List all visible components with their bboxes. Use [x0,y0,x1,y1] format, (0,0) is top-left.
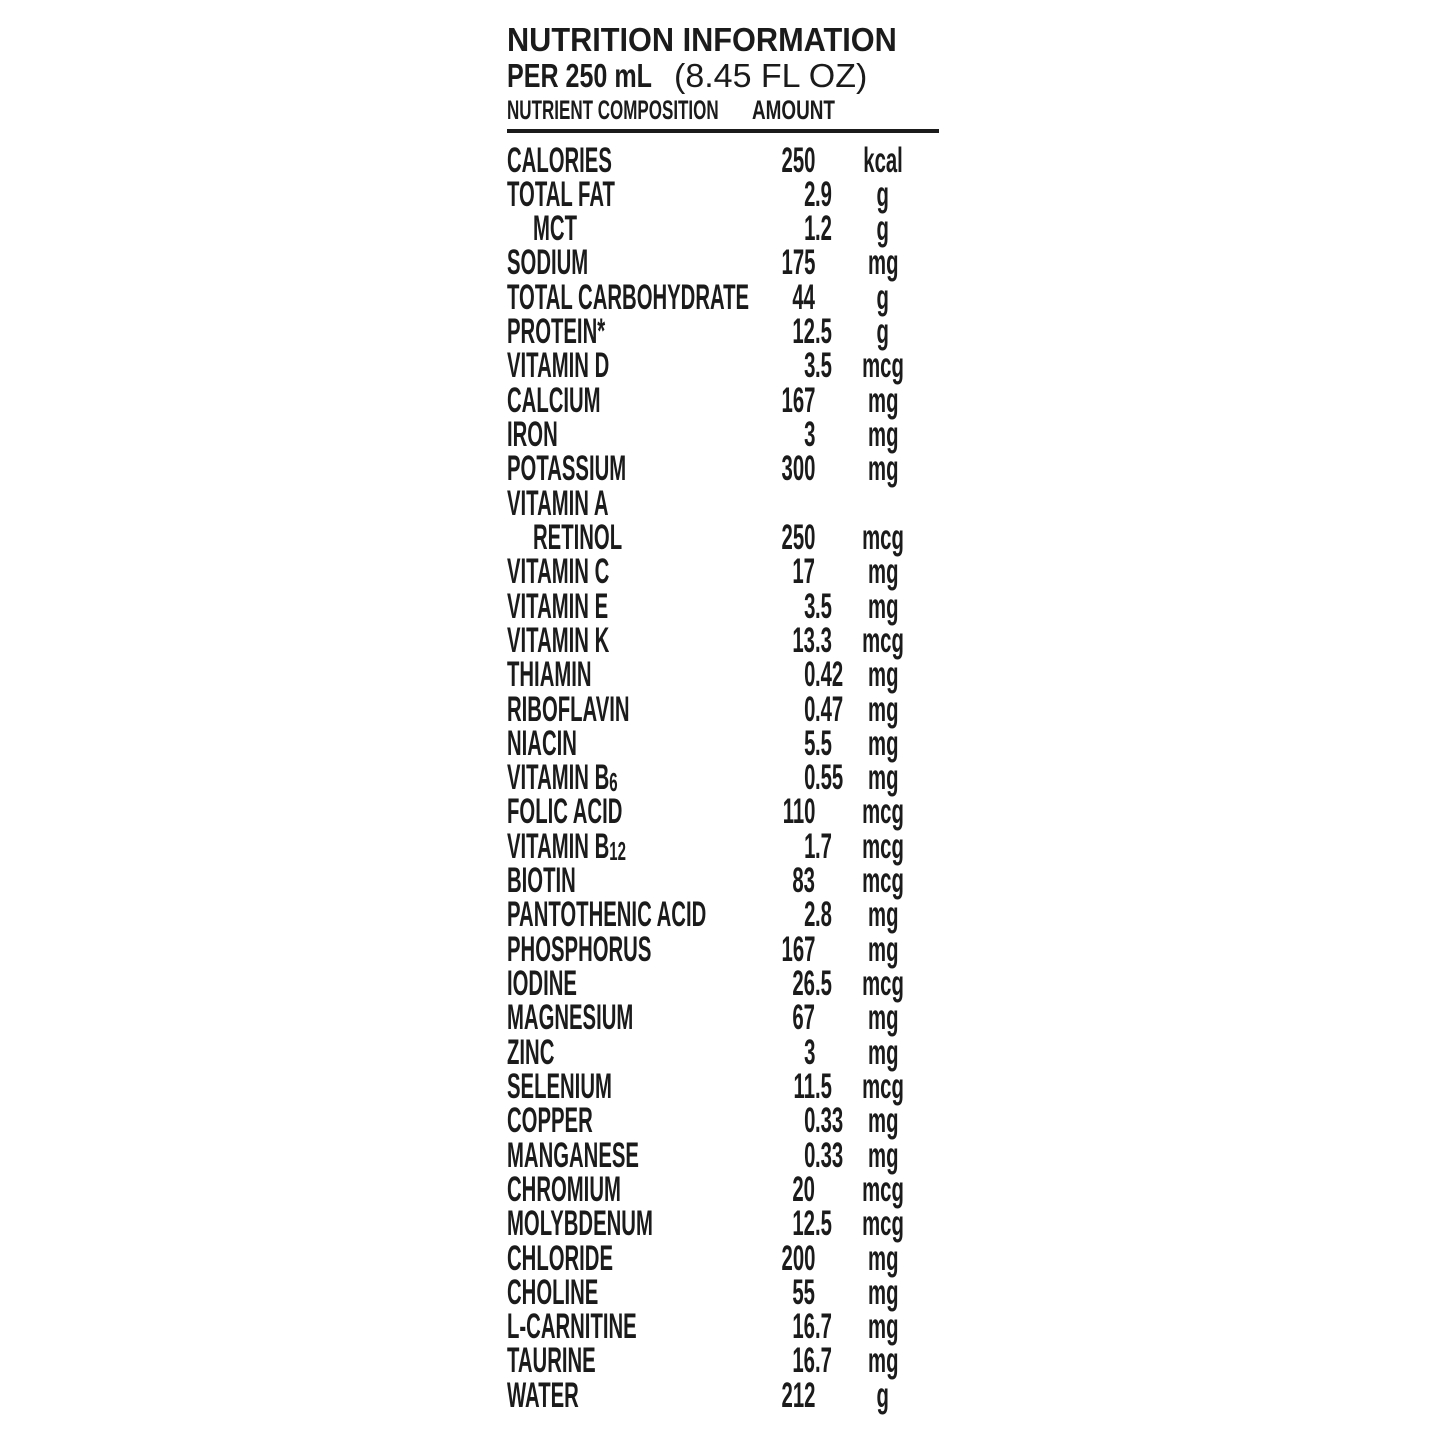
amount-unit [837,277,929,317]
amount-unit [837,792,929,832]
amount-integer-text: 1 [803,826,815,866]
table-row [507,758,939,798]
amount-fraction: .5 [815,312,832,352]
amount-unit [837,1101,929,1141]
table-row [507,1169,939,1209]
amount-integer [507,620,815,660]
nutrient-label: VITAMIN D [507,346,610,386]
amount-fraction: .5 [815,723,832,763]
amount-integer-text: 44 [792,277,815,317]
amount-unit-text: mg [867,1135,899,1175]
amount-unit [837,620,929,660]
amount-unit-text: mcg [862,1066,904,1106]
amount-integer-text: 0 [803,758,815,798]
amount-integer [507,415,815,454]
amount-unit [837,895,929,935]
label-title-text: NUTRITION INFORMATION [507,21,897,58]
amount-integer [507,792,815,832]
table-row [507,964,939,1003]
nutrient-label: NIACIN [507,723,577,763]
amount-unit-text: mg [867,758,899,798]
nutrient-label-subscript: 12 [609,837,626,866]
nutrient-label: ZINC [507,1032,555,1072]
amount-integer [507,380,815,420]
amount-integer-text: 167 [781,929,815,969]
nutrient-label: VITAMIN E [507,586,609,626]
table-row [507,449,939,489]
amount-unit-text: mg [867,655,899,695]
amount-integer [507,449,815,489]
amount-unit-text: g [876,1375,890,1415]
amount-unit [837,1307,929,1347]
amount-integer [507,1066,815,1106]
amount-unit [837,209,929,249]
amount-integer-text: 11 [793,1066,815,1106]
amount-integer [507,174,815,214]
table-row [507,620,939,660]
amount-integer [507,140,815,180]
nutrient-label: VITAMIN A [507,483,609,523]
amount-fraction: .8 [815,895,832,935]
amount-unit-text: mcg [862,792,904,832]
amount-unit-text: mcg [862,964,904,1003]
nutrient-label: MCT [533,209,577,249]
amount-unit [837,929,929,969]
amount-unit [837,380,929,420]
table-row [507,380,939,420]
table-row [507,1204,939,1244]
amount-unit-text: mg [867,1272,899,1312]
amount-integer [507,1032,815,1072]
nutrient-label: RETINOL [533,517,623,557]
table-row [507,1101,939,1141]
amount-unit-text: g [876,277,890,317]
amount-unit-text: mg [867,586,899,626]
amount-unit [837,1066,929,1106]
amount-unit-text: mcg [862,861,904,901]
amount-integer [507,1101,815,1141]
amount-fraction: .5 [815,964,832,1003]
table-row [507,1272,939,1312]
amount-integer [507,895,815,935]
amount-unit [837,586,929,626]
amount-unit [837,552,929,592]
table-row [507,277,939,317]
table-row [507,140,939,180]
amount-integer [507,1238,815,1278]
amount-unit [837,998,929,1038]
amount-unit-text: mcg [862,517,904,557]
header-divider-rule [507,129,939,133]
amount-integer [507,517,815,557]
amount-integer-text: 67 [792,998,815,1038]
table-row [507,929,939,969]
amount-unit [837,1032,929,1072]
amount-integer-text: 16 [792,1341,815,1381]
amount-unit-text: mcg [862,1204,904,1244]
amount-unit [837,415,929,454]
table-row [507,312,939,352]
amount-integer [507,346,815,386]
amount-fraction: .7 [815,826,832,866]
amount-unit-text: mg [867,1032,899,1072]
nutrient-label: PROTEIN* [507,312,606,352]
amount-integer-text: 250 [781,140,815,180]
table-row [507,655,939,695]
table-row [507,346,939,386]
nutrient-label: SELENIUM [507,1066,612,1106]
amount-integer-text: 0 [803,1101,815,1141]
amount-integer [507,689,815,729]
table-row [507,517,939,557]
nutrient-label: CHOLINE [507,1272,599,1312]
amount-unit-text: mcg [862,346,904,386]
amount-integer-text: 2 [803,174,815,214]
amount-unit [837,1272,929,1312]
nutrient-label: VITAMIN C [507,552,610,592]
amount-unit [837,487,929,521]
amount-unit-text: mg [867,449,899,489]
table-row [507,1238,939,1278]
table-row [507,586,939,626]
amount-integer-text: 26 [792,964,815,1003]
amount-integer [507,552,815,592]
amount-fraction: .7 [815,1307,832,1347]
amount-integer [507,998,815,1038]
amount-integer [507,586,815,626]
nutrient-label: CHLORIDE [507,1238,614,1278]
amount-integer-text: 167 [781,380,815,420]
nutrient-label: WATER [507,1375,579,1415]
nutrient-label: MOLYBDENUM [507,1204,653,1244]
nutrient-label: THIAMIN [507,655,592,695]
table-row [507,209,939,249]
amount-integer [507,277,815,317]
nutrient-label: VITAMIN K [507,620,610,660]
amount-integer-text: 55 [792,1272,815,1312]
amount-integer-text: 250 [781,517,815,557]
amount-integer [507,1375,815,1415]
amount-unit [837,243,929,283]
amount-unit [837,758,929,798]
amount-unit-text: kcal [863,140,903,180]
amount-unit-text: mg [867,723,899,763]
amount-unit-text: mcg [862,1169,904,1209]
amount-integer-text: 175 [781,243,815,283]
amount-unit-text: mg [867,243,899,283]
amount-integer [507,758,815,798]
amount-fraction: .5 [815,346,832,386]
amount-integer [507,209,815,249]
table-row [507,1066,939,1106]
amount-integer-text: 1 [803,209,815,249]
nutrient-label: COPPER [507,1101,593,1141]
serving-size-metric: PER 250 mL [507,57,652,94]
table-row [507,826,939,866]
amount-unit [837,449,929,489]
amount-unit-text: mg [867,895,899,935]
nutrient-label: RIBOFLAVIN [507,689,630,729]
amount-integer-text: 83 [792,861,815,901]
amount-integer [507,826,815,866]
amount-integer [507,483,815,523]
amount-unit-text: mcg [862,826,904,866]
amount-integer-text: 17 [792,552,815,592]
nutrition-label [507,0,939,1445]
amount-unit-text: mg [867,1341,899,1381]
amount-unit-text: mg [867,380,899,420]
amount-integer-text: 212 [781,1375,815,1415]
amount-integer-text: 300 [781,449,815,489]
amount-integer [507,312,815,352]
table-row [507,1032,939,1072]
table-row [507,1307,939,1347]
amount-integer-text: 110 [782,792,815,832]
amount-unit [837,964,929,1003]
table-row [507,552,939,592]
table-row [507,1375,939,1415]
amount-integer-text: 3 [803,346,815,386]
amount-integer [507,1135,815,1175]
amount-unit-text: mg [867,415,899,454]
amount-unit-text: mg [867,689,899,729]
amount-unit [837,174,929,214]
nutrition-table [507,140,939,1415]
nutrient-label: POTASSIUM [507,449,627,489]
amount-integer [507,964,815,1003]
table-row [507,174,939,214]
amount-integer [507,1307,815,1347]
amount-fraction: .5 [815,586,832,626]
table-row [507,689,939,729]
amount-integer-text: 2 [803,895,815,935]
nutrient-label: PANTOTHENIC ACID [507,895,707,935]
amount-unit [837,140,929,180]
amount-fraction: .3 [815,620,832,660]
amount-unit [837,1204,929,1244]
amount-unit-text: mg [867,1238,899,1278]
table-row [507,415,939,454]
amount-integer-text: 20 [792,1169,815,1209]
table-row [507,998,939,1038]
amount-fraction: .7 [815,1341,832,1381]
nutrient-label: IODINE [507,964,577,1003]
amount-unit-text: mg [867,929,899,969]
amount-unit [837,517,929,557]
amount-integer-text: 3 [803,415,815,454]
amount-unit-text: mg [867,1307,899,1347]
amount-fraction: .55 [815,758,844,798]
amount-fraction: .33 [815,1135,844,1175]
column-header-nutrient: NUTRIENT COMPOSITION [507,95,719,125]
amount-integer [507,243,815,283]
amount-fraction: .47 [815,689,844,729]
nutrient-label: CHROMIUM [507,1169,621,1209]
nutrient-label: FOLIC ACID [507,792,623,832]
amount-integer [507,1272,815,1312]
table-row [507,243,939,283]
amount-fraction: .5 [815,1066,832,1106]
amount-unit [837,1375,929,1415]
nutrient-label: TAURINE [507,1341,596,1381]
amount-integer-text: 0 [803,655,815,695]
amount-fraction: .5 [815,1204,832,1244]
amount-fraction: .33 [815,1101,844,1141]
amount-unit-text: mg [867,998,899,1038]
nutrient-label: MANGANESE [507,1135,639,1175]
nutrient-label: PHOSPHORUS [507,929,652,969]
amount-unit [837,655,929,695]
table-row [507,861,939,901]
amount-unit [837,312,929,352]
nutrient-label: BIOTIN [507,861,576,901]
amount-unit-text: g [876,209,890,249]
table-row [507,1135,939,1175]
amount-integer [507,929,815,969]
amount-integer-text: 12 [792,1204,815,1244]
table-row [507,895,939,935]
nutrient-label-subscript: 6 [609,768,618,797]
amount-unit [837,826,929,866]
nutrient-label: TOTAL FAT [507,174,615,214]
nutrient-label: TOTAL CARBOHYDRATE [507,277,750,317]
amount-unit [837,1341,929,1381]
amount-fraction: .42 [815,655,844,695]
amount-integer-text: 13 [792,620,815,660]
amount-unit [837,861,929,901]
amount-fraction: .9 [815,174,832,214]
amount-unit-text: mcg [862,620,904,660]
amount-unit-text: g [876,312,890,352]
amount-integer [507,723,815,763]
amount-integer-text: 3 [803,586,815,626]
column-header-amount: AMOUNT [752,95,835,125]
amount-unit [837,1135,929,1175]
amount-fraction: .2 [815,209,832,249]
amount-unit-text: mg [867,1101,899,1141]
amount-integer-text: 5 [803,723,815,763]
amount-unit [837,723,929,763]
amount-integer [507,1169,815,1209]
table-row [507,723,939,763]
serving-size-imperial: (8.45 FL OZ) [674,57,868,94]
amount-unit [837,1238,929,1278]
table-row [507,1341,939,1381]
amount-integer-text: 3 [803,1032,815,1072]
amount-integer-text: 12 [792,312,815,352]
table-row [507,483,939,523]
nutrient-label: MAGNESIUM [507,998,634,1038]
nutrient-label: SODIUM [507,243,589,283]
amount-integer [507,655,815,695]
table-row [507,792,939,832]
nutrient-label: VITAMIN B12 [507,826,626,866]
nutrient-label: CALORIES [507,140,612,180]
amount-integer [507,1341,815,1381]
amount-unit [837,689,929,729]
amount-unit-text: mg [867,552,899,592]
nutrient-label: IRON [507,415,558,454]
amount-integer [507,1204,815,1244]
amount-integer-text: 16 [792,1307,815,1347]
nutrient-label: L-CARNITINE [507,1307,637,1347]
amount-unit [837,346,929,386]
amount-integer-text: 0 [803,1135,815,1175]
nutrient-label: CALCIUM [507,380,601,420]
nutrient-label: VITAMIN B6 [507,758,618,798]
amount-integer-text: 200 [781,1238,815,1278]
amount-integer [507,861,815,901]
amount-unit-text: g [876,174,890,214]
label-title [507,22,926,58]
amount-unit [837,1169,929,1209]
amount-integer-text: 0 [803,689,815,729]
